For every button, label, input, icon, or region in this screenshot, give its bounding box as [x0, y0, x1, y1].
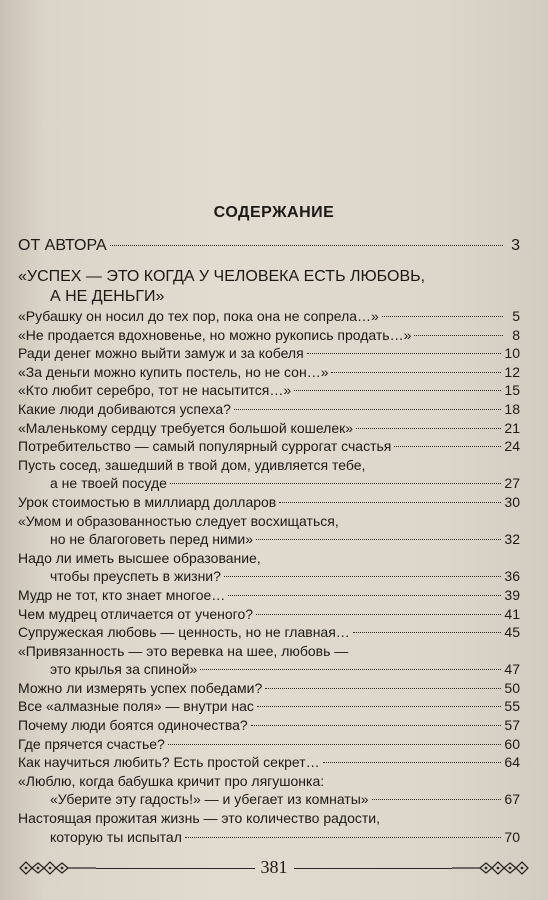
dot-leader — [251, 725, 502, 726]
toc-line — [18, 456, 520, 475]
toc-line — [18, 267, 520, 287]
toc-line — [18, 679, 520, 698]
toc-entry-title: это крылья за спиной» — [50, 661, 198, 678]
toc-line — [18, 474, 520, 493]
toc-entry-title: Все «алмазные поля» — внутри нас — [18, 698, 254, 715]
toc-line — [18, 828, 520, 847]
dot-leader — [323, 762, 502, 763]
toc-line — [18, 735, 520, 754]
toc-entry-title: Почему люди боятся одиночества? — [18, 717, 248, 734]
toc-line — [18, 344, 520, 363]
toc-line — [18, 772, 520, 791]
toc-line — [18, 605, 520, 624]
toc-entry-title: Настоящая прожитая жизнь — это количество радости, — [18, 810, 381, 827]
toc-entry — [18, 642, 520, 679]
toc-page-number: 5 — [512, 308, 520, 324]
toc-line — [18, 660, 520, 679]
toc-page-number: 39 — [504, 586, 520, 603]
toc-line — [18, 400, 520, 419]
toc-page-number: 36 — [504, 568, 520, 585]
toc-entry — [18, 381, 520, 400]
table-of-contents — [18, 236, 520, 846]
toc-entry — [18, 623, 520, 642]
toc-entry-title: «Маленькому сердцу требуется большой кошелек» — [18, 419, 354, 436]
toc-line — [18, 363, 520, 382]
toc-line — [18, 567, 520, 586]
toc-page-number: 10 — [504, 345, 520, 362]
toc-entry — [18, 236, 520, 256]
toc-entry-title: которую ты испытал — [50, 828, 182, 845]
toc-entry-title: «Умом и образованностью следует восхищаться, — [18, 512, 339, 529]
dot-leader — [256, 614, 501, 615]
toc-entry-title: А НЕ ДЕНЬГИ» — [50, 288, 165, 305]
dot-leader — [394, 446, 501, 447]
toc-line — [18, 790, 520, 809]
toc-entry-title: Где прячется счастье? — [18, 735, 165, 752]
toc-page-number: 55 — [504, 698, 520, 715]
page-number: 381 — [255, 857, 294, 877]
toc-entry-title: Мудр не тот, кто знает многое… — [18, 586, 226, 603]
toc-line — [18, 493, 520, 512]
page-title: СОДЕРЖАНИЕ — [213, 204, 335, 221]
toc-line — [18, 307, 520, 326]
toc-entry — [18, 697, 520, 716]
toc-entry-title: Чем мудрец отличается от ученого? — [18, 605, 254, 622]
toc-entry-title: Пусть сосед, зашедший в твой дом, удивляется тебе, — [18, 456, 366, 473]
dot-leader — [356, 428, 501, 429]
dot-leader — [168, 744, 502, 745]
toc-entry-title: Ради денег можно выйти замуж и за кобеля — [18, 345, 304, 362]
toc-line — [18, 419, 520, 438]
toc-line — [18, 549, 520, 568]
toc-entry — [18, 267, 520, 307]
ornament-right-icon — [452, 857, 530, 879]
toc-entry — [18, 512, 520, 549]
toc-entry — [18, 419, 520, 438]
toc-entry-title: чтобы преуспеть в жизни? — [50, 568, 221, 585]
toc-page-number: 64 — [504, 754, 520, 771]
toc-entry — [18, 456, 520, 493]
toc-entry-title: «Привязанность — это веревка на шее, любовь — — [18, 642, 349, 659]
toc-entry-title: Какие люди добиваются успеха? — [18, 400, 231, 417]
toc-entry-title: ОТ АВТОРА — [18, 237, 107, 254]
toc-page-number: 50 — [504, 679, 520, 696]
toc-page-number: 30 — [504, 493, 520, 510]
toc-entry — [18, 437, 520, 456]
toc-line — [18, 809, 520, 828]
toc-entry — [18, 735, 520, 754]
toc-entry — [18, 493, 520, 512]
dot-leader — [331, 372, 501, 373]
dot-leader — [294, 390, 501, 391]
toc-page-number: 70 — [504, 828, 520, 845]
toc-entry — [18, 344, 520, 363]
toc-entry-title: Можно ли измерять успех победами? — [18, 679, 263, 696]
toc-entry-title: Потребительство — самый популярный суррогат счастья — [18, 438, 392, 455]
toc-page-number: 27 — [504, 475, 520, 492]
dot-leader — [414, 335, 503, 336]
toc-entry-title: «Кто любит серебро, тот не насытится…» — [18, 382, 292, 399]
toc-entry — [18, 363, 520, 382]
toc-page-number: 41 — [504, 605, 520, 622]
toc-line — [18, 753, 520, 772]
toc-entry-title: «За деньги можно купить постель, но не сон…» — [18, 363, 329, 380]
toc-page-number: 21 — [504, 419, 520, 436]
dot-leader — [228, 595, 501, 596]
toc-entry — [18, 772, 520, 809]
toc-entry — [18, 326, 520, 345]
toc-entry-title: но не благоговеть перед ними» — [50, 531, 253, 548]
toc-page-number: 57 — [504, 717, 520, 734]
toc-line — [18, 381, 520, 400]
toc-line — [18, 586, 520, 605]
toc-line — [18, 437, 520, 456]
toc-entry — [18, 679, 520, 698]
toc-page-number: 47 — [504, 661, 520, 678]
toc-line — [18, 236, 520, 256]
dot-leader — [279, 502, 501, 503]
toc-entry-title: Урок стоимостью в миллиард долларов — [18, 493, 277, 510]
toc-entry — [18, 307, 520, 326]
toc-page-number: 18 — [504, 400, 520, 417]
toc-entry — [18, 549, 520, 586]
toc-page-number: 8 — [512, 326, 520, 343]
section-gap — [18, 256, 520, 267]
toc-entry — [18, 605, 520, 624]
dot-leader — [170, 483, 502, 484]
toc-line — [18, 530, 520, 549]
dot-leader — [382, 316, 503, 317]
toc-page-number: 45 — [504, 624, 520, 641]
dot-leader — [200, 669, 501, 670]
toc-entry — [18, 586, 520, 605]
toc-page-number: 32 — [504, 531, 520, 548]
toc-entry-title: Как научиться любить? Есть простой секрет… — [18, 754, 320, 771]
toc-line — [18, 716, 520, 735]
toc-entry-title: а не твоей посуде — [50, 475, 167, 492]
dot-leader — [265, 688, 501, 689]
toc-page-number: 60 — [504, 735, 520, 752]
toc-entry — [18, 809, 520, 846]
toc-page-number: 3 — [511, 237, 520, 254]
dot-leader — [185, 837, 502, 838]
toc-entry-title: «Люблю, когда бабушка кричит про лягушонка: — [18, 772, 325, 789]
toc-entry-title: «Не продается вдохновенье, но можно рукопись продать…» — [18, 326, 412, 343]
toc-entry-title: Надо ли иметь высшее образование, — [18, 549, 261, 566]
dot-leader — [256, 539, 501, 540]
dot-leader — [234, 409, 502, 410]
dot-leader — [353, 632, 502, 633]
dot-leader — [110, 245, 503, 246]
dot-leader — [257, 706, 502, 707]
dot-leader — [224, 576, 502, 577]
toc-page-number: 15 — [504, 382, 520, 399]
toc-line — [18, 642, 520, 661]
page-footer — [18, 857, 530, 879]
toc-entry — [18, 400, 520, 419]
toc-line — [18, 697, 520, 716]
toc-line — [18, 287, 520, 307]
toc-line — [18, 326, 520, 345]
toc-line — [18, 623, 520, 642]
toc-page-number: 24 — [504, 438, 520, 455]
dot-leader — [307, 353, 502, 354]
toc-entry — [18, 716, 520, 735]
toc-page-number: 67 — [504, 791, 520, 808]
toc-page-number: 12 — [504, 363, 520, 380]
toc-entry-title: «УСПЕХ — ЭТО КОГДА У ЧЕЛОВЕКА ЕСТЬ ЛЮБОВЬ, — [18, 268, 426, 285]
toc-line — [18, 512, 520, 531]
toc-entry-title: «Уберите эту гадость!» — и убегает из комнаты» — [50, 791, 369, 808]
toc-entry — [18, 753, 520, 772]
toc-entry-title: «Рубашку он носил до тех пор, пока она не сопрела…» — [18, 308, 379, 324]
toc-entry-title: Супружеская любовь — ценность, но не главная… — [18, 624, 350, 641]
dot-leader — [372, 799, 502, 800]
